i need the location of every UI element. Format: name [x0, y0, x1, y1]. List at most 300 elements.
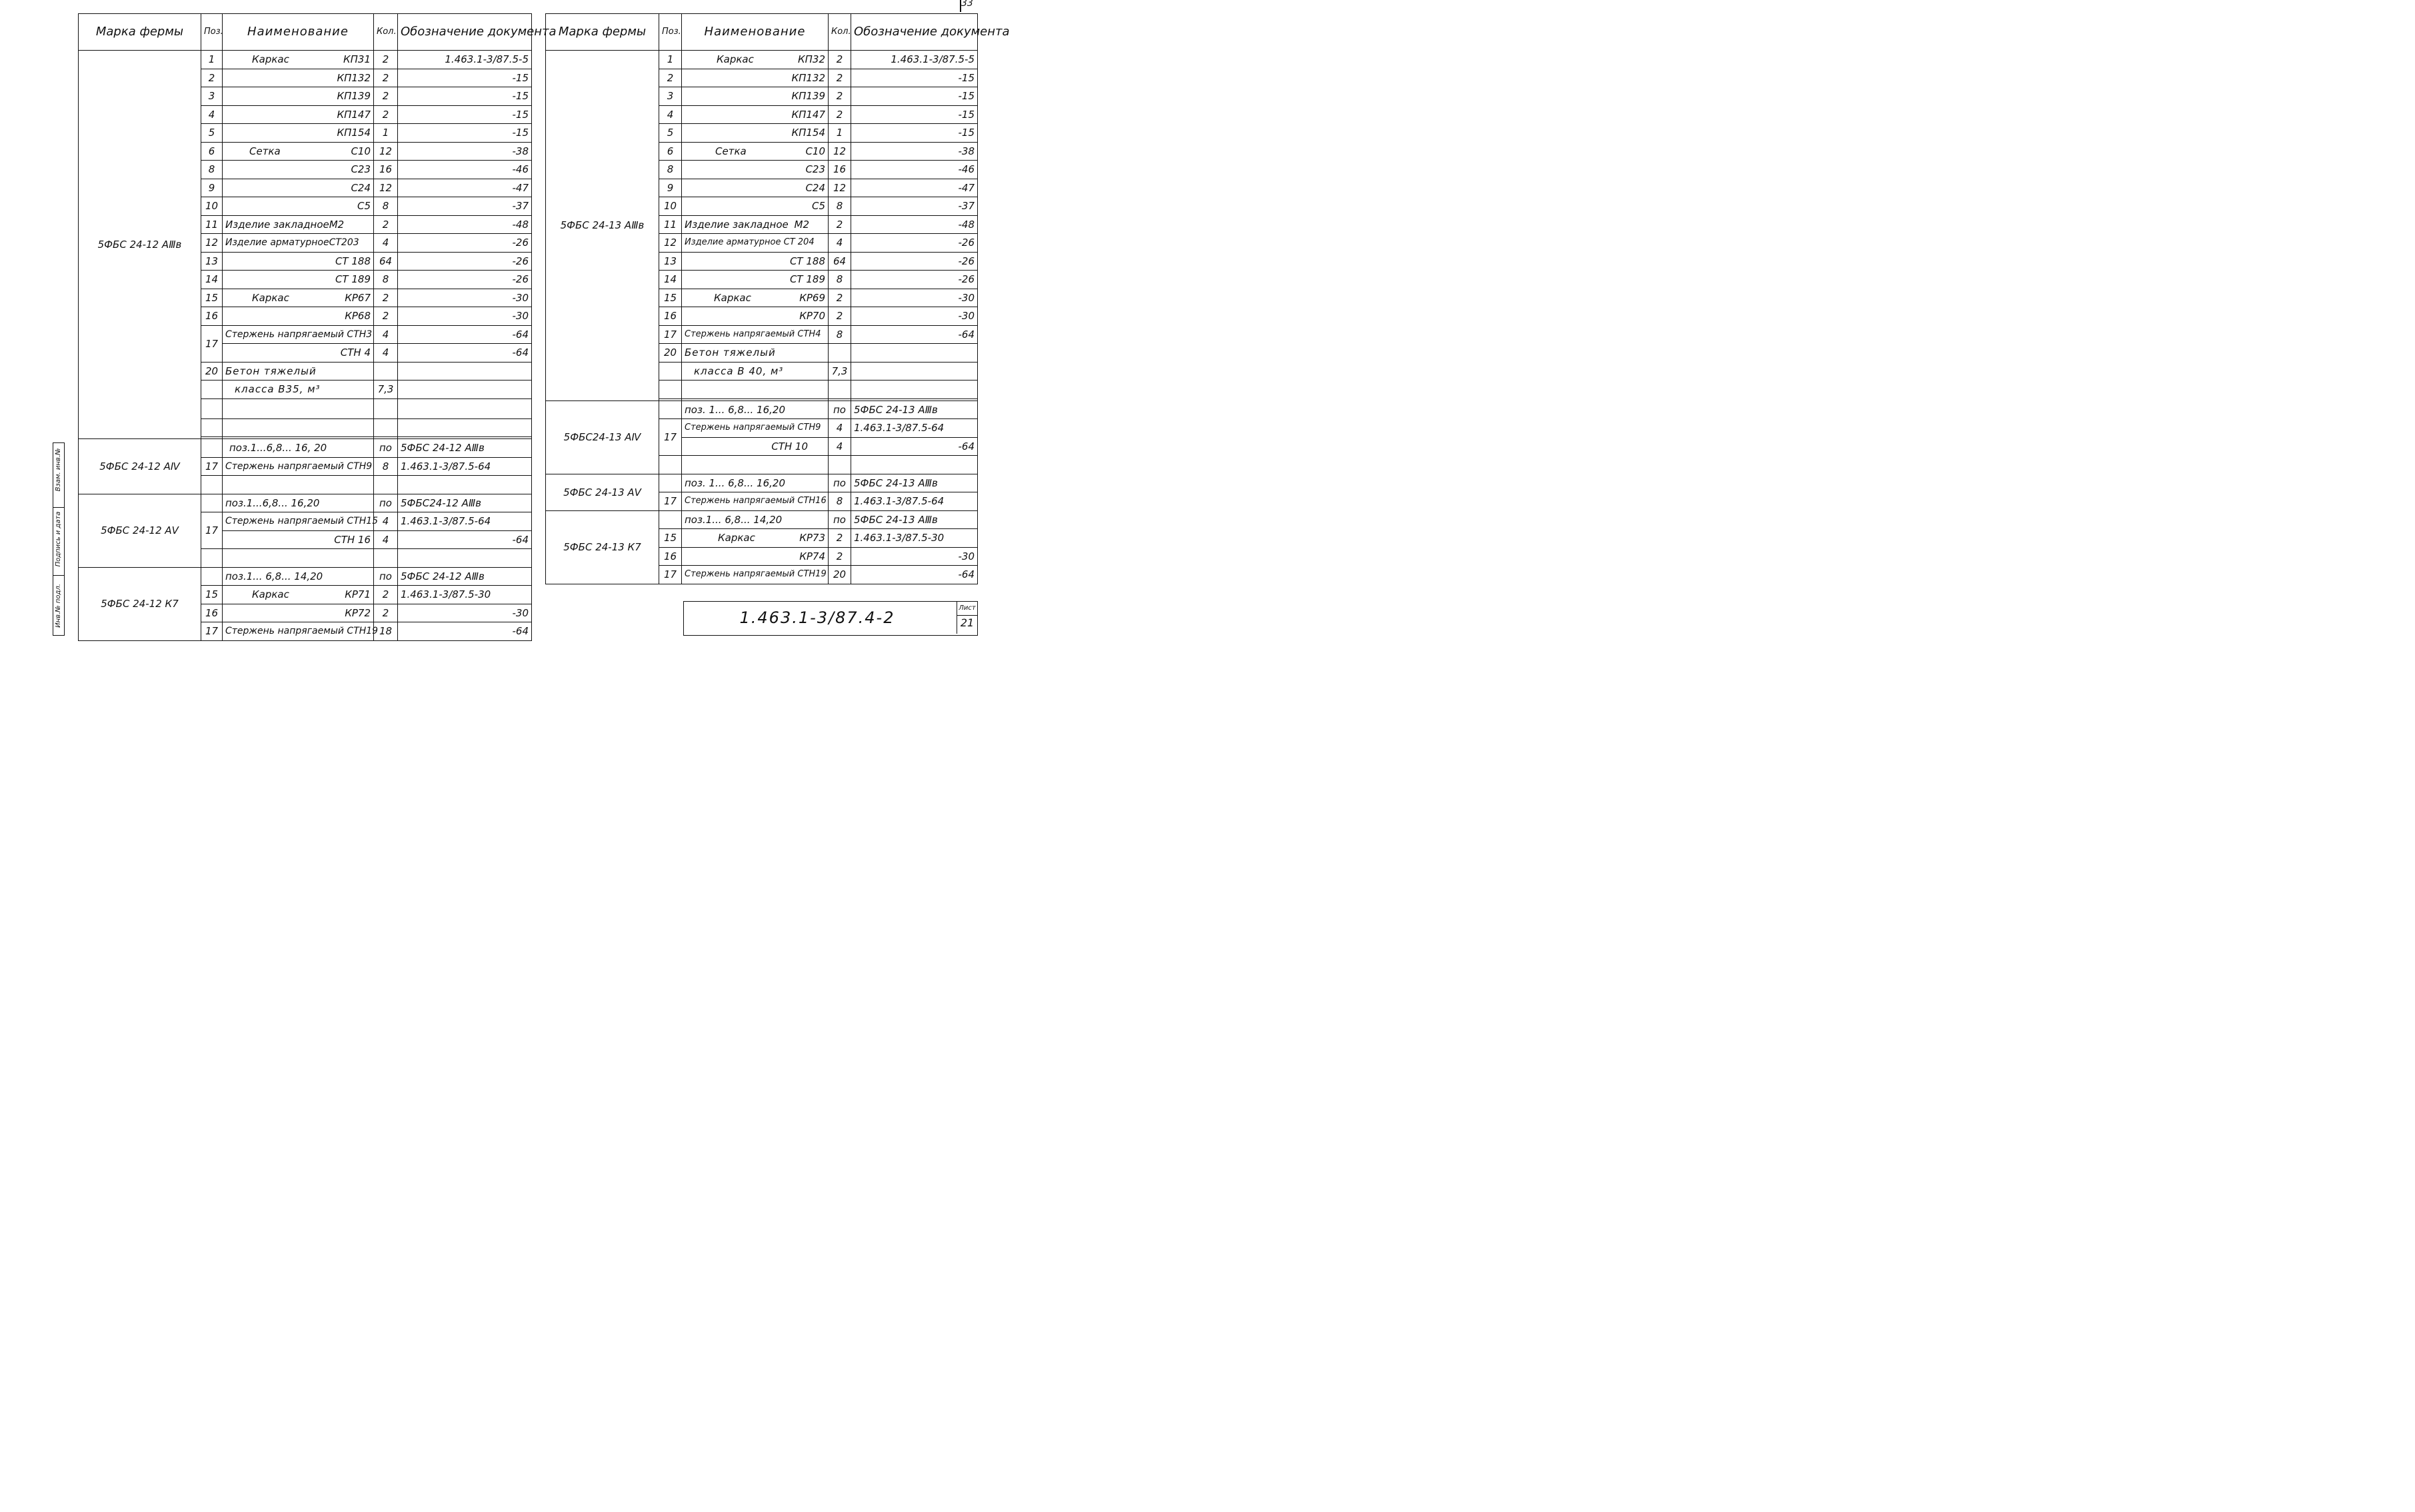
approval-stamp-column [53, 442, 65, 636]
doc-cell: -37 [398, 197, 532, 216]
item-name: Каркас [714, 291, 751, 304]
name-cell: Стержень напрягаемый СТН15 [223, 512, 374, 531]
doc-cell: 5ФБС 24-13 АⅢв [851, 400, 978, 419]
header-name: Наименование [223, 14, 374, 51]
qty-cell: 16 [829, 161, 851, 179]
item-code: М2 [329, 218, 345, 231]
qty-cell: 2 [374, 289, 398, 307]
qty-cell: 2 [374, 215, 398, 234]
doc-cell: 5ФБС 24-12 АⅢв [398, 439, 532, 458]
name-cell: поз. 1... 6,8... 16,20 [682, 474, 829, 492]
item-name: Бетон тяжелый [682, 344, 829, 363]
header-mark: Марка фермы [546, 14, 659, 51]
pos-cell: 17 [659, 325, 682, 344]
doc-cell: -64 [398, 530, 532, 549]
qty-cell: 8 [374, 457, 398, 476]
doc-cell: -26 [851, 271, 978, 289]
header-pos: Поз. [659, 14, 682, 51]
qty-cell: 2 [829, 289, 851, 307]
doc-cell: -15 [398, 105, 532, 124]
doc-cell: -48 [398, 215, 532, 234]
qty-cell: 8 [829, 271, 851, 289]
item-name: класса В 40, м³ [682, 362, 829, 380]
qty-cell: 2 [374, 87, 398, 106]
doc-cell: 1.463.1-3/87.5-64 [851, 492, 978, 511]
pos-cell [201, 476, 223, 494]
doc-cell: -26 [851, 252, 978, 271]
truss-mark: 5ФБС 24-12 АⅤ [79, 494, 201, 567]
item-code: КП154 [223, 124, 374, 143]
doc-cell: -47 [851, 179, 978, 197]
qty-cell: по [374, 439, 398, 458]
sheet-number: 21 [960, 616, 975, 629]
qty-cell: 2 [829, 69, 851, 87]
table-row [79, 494, 532, 512]
doc-cell [398, 476, 532, 494]
item-code: КР71 [345, 588, 371, 601]
doc-cell: -30 [398, 307, 532, 326]
qty-cell: 2 [829, 87, 851, 106]
qty-cell: 2 [829, 51, 851, 69]
qty-cell: 2 [374, 307, 398, 326]
pos-cell: 14 [659, 271, 682, 289]
header-qty: Кол. [829, 14, 851, 51]
pos-cell: 15 [201, 586, 223, 604]
pos-cell [201, 494, 223, 512]
name-cell [223, 51, 374, 69]
name-cell [682, 234, 829, 253]
doc-cell: -64 [851, 325, 978, 344]
qty-cell [374, 398, 398, 418]
qty-cell [374, 418, 398, 437]
item-code: СТН4 [797, 329, 821, 339]
item-name: класса В35, м³ [223, 380, 374, 399]
item-code: КР69 [799, 291, 825, 304]
pos-cell: 16 [659, 547, 682, 566]
item-code: С24 [223, 179, 374, 197]
qty-cell: 4 [829, 234, 851, 253]
qty-cell: 4 [374, 234, 398, 253]
item-code: КР73 [799, 532, 825, 544]
qty-cell: 2 [829, 307, 851, 326]
pos-cell: 12 [201, 234, 223, 253]
qty-cell: 8 [374, 197, 398, 216]
pos-cell: 10 [201, 197, 223, 216]
stamp-label-inventory: Инв.№ подл. [55, 584, 62, 628]
doc-cell: -64 [851, 566, 978, 584]
name-cell [682, 51, 829, 69]
pos-cell: 17 [659, 566, 682, 584]
qty-cell: 8 [829, 197, 851, 216]
pos-cell [201, 398, 223, 418]
name-cell [682, 215, 829, 234]
stamp-label-signature: Подпись и дата [55, 511, 62, 567]
doc-cell: -64 [398, 325, 532, 344]
pos-cell [201, 439, 223, 458]
pos-cell [659, 362, 682, 380]
pos-cell: 3 [659, 87, 682, 106]
pos-cell [201, 567, 223, 586]
item-code: СТ 188 [682, 252, 829, 271]
qty-cell: 2 [374, 69, 398, 87]
name-cell: Стержень напрягаемый СТН9 [223, 457, 374, 476]
pos-cell: 20 [659, 344, 682, 363]
doc-cell: -30 [851, 307, 978, 326]
doc-cell: -48 [851, 215, 978, 234]
qty-cell: 7,3 [374, 380, 398, 399]
item-code: СТ 189 [682, 271, 829, 289]
doc-cell: 1.463.1-3/87.5-5 [851, 51, 978, 69]
doc-cell: -26 [398, 271, 532, 289]
pos-cell: 3 [201, 87, 223, 106]
item-code: М2 [794, 218, 809, 231]
item-code: СТН 4 [223, 344, 374, 363]
pos-cell: 16 [201, 604, 223, 622]
qty-cell: 16 [374, 161, 398, 179]
qty-cell: 2 [374, 586, 398, 604]
pos-cell: 17 [201, 622, 223, 641]
qty-cell: 4 [374, 325, 398, 344]
qty-cell: 12 [829, 179, 851, 197]
qty-cell: 8 [829, 325, 851, 344]
pos-cell: 17 [201, 512, 223, 549]
item-code: КП132 [223, 69, 374, 87]
doc-cell: -15 [851, 69, 978, 87]
pos-cell: 9 [201, 179, 223, 197]
pos-cell: 8 [201, 161, 223, 179]
doc-cell: -64 [851, 437, 978, 456]
doc-cell: -15 [851, 87, 978, 106]
pos-cell [659, 474, 682, 492]
truss-mark: 5ФБС 24-13 АⅤ [546, 474, 659, 510]
pos-cell: 13 [201, 252, 223, 271]
pos-cell: 9 [659, 179, 682, 197]
qty-cell: 12 [829, 142, 851, 161]
item-code: С10 [805, 145, 825, 157]
doc-cell: 5ФБС 24-12 АⅢв [398, 567, 532, 586]
qty-cell [829, 456, 851, 474]
item-code: КП31 [343, 53, 371, 66]
item-name: Изделие арматурное [225, 237, 329, 249]
doc-cell: -64 [398, 344, 532, 363]
header-doc: Обозначение документа [851, 14, 978, 51]
pos-cell: 1 [201, 51, 223, 69]
name-cell: Стержень напрягаемый СТН19 [682, 566, 829, 584]
item-name: Стержень напрягаемый [685, 329, 795, 339]
qty-cell: 64 [829, 252, 851, 271]
truss-mark: 5ФБС 24-13 К7 [546, 510, 659, 584]
qty-cell: 18 [374, 622, 398, 641]
item-code: КП139 [682, 87, 829, 106]
item-code: КР70 [682, 307, 829, 326]
doc-cell: -47 [398, 179, 532, 197]
truss-mark: 5ФБС24-13 АⅣ [546, 400, 659, 474]
name-cell [223, 234, 374, 253]
qty-cell: 2 [829, 547, 851, 566]
doc-cell [851, 344, 978, 363]
doc-cell [851, 456, 978, 474]
pos-cell [201, 418, 223, 437]
pos-cell: 10 [659, 197, 682, 216]
table-row [79, 51, 532, 69]
item-name: Изделие закладное [685, 218, 789, 231]
item-code: КП139 [223, 87, 374, 106]
qty-cell: по [374, 567, 398, 586]
qty-cell: 2 [374, 604, 398, 622]
item-code: СТ 204 [783, 237, 815, 248]
name-cell: Стержень напрягаемый СТН19 [223, 622, 374, 641]
name-cell: СТН 10 [682, 437, 829, 456]
header-row [79, 14, 532, 51]
table-row [79, 439, 532, 458]
qty-cell [829, 344, 851, 363]
pos-cell: 15 [659, 289, 682, 307]
truss-mark: 5ФБС 24-13 АⅢв [546, 51, 659, 401]
page-number: 33 [961, 0, 973, 9]
item-name: Стержень напрягаемый [225, 329, 344, 340]
pos-cell: 5 [659, 124, 682, 143]
qty-cell: по [829, 474, 851, 492]
pos-cell [659, 380, 682, 399]
qty-cell: 20 [829, 566, 851, 584]
item-name: Каркас [252, 588, 289, 601]
header-row [546, 14, 978, 51]
name-cell: поз.1...6,8... 16, 20 [223, 439, 374, 458]
doc-cell: 1.463.1-3/87.5-64 [398, 457, 532, 476]
item-code: С5 [682, 197, 829, 216]
pos-cell [659, 456, 682, 474]
doc-cell: 1.463.1-3/87.5-30 [398, 586, 532, 604]
pos-cell: 14 [201, 271, 223, 289]
name-cell: поз.1... 6,8... 14,20 [223, 567, 374, 586]
pos-cell [659, 510, 682, 529]
table-row [546, 474, 978, 492]
item-code: КП132 [682, 69, 829, 87]
doc-cell: -46 [398, 161, 532, 179]
name-cell [682, 142, 829, 161]
doc-cell: 1.463.1-3/87.5-5 [398, 51, 532, 69]
pos-cell: 5 [201, 124, 223, 143]
qty-cell: 12 [374, 142, 398, 161]
pos-cell: 16 [201, 307, 223, 326]
pos-cell: 11 [659, 215, 682, 234]
doc-cell: -30 [398, 289, 532, 307]
doc-cell: 1.463.1-3/87.5-64 [398, 512, 532, 531]
doc-cell: 1.463.1-3/87.5-64 [851, 419, 978, 438]
spec-table-left [78, 13, 557, 641]
table-row [546, 51, 978, 69]
doc-cell [851, 362, 978, 380]
pos-cell: 6 [659, 142, 682, 161]
pos-cell: 12 [659, 234, 682, 253]
doc-cell: 5ФБС 24-13 АⅢв [851, 474, 978, 492]
table-row [546, 510, 978, 529]
pos-cell: 11 [201, 215, 223, 234]
name-cell [682, 325, 829, 344]
item-code: КП147 [682, 105, 829, 124]
doc-cell: -38 [398, 142, 532, 161]
name-cell [682, 529, 829, 548]
table-row [79, 567, 532, 586]
item-code: СТ203 [329, 237, 359, 249]
qty-cell: 2 [374, 51, 398, 69]
doc-cell: 1.463.1-3/87.5-30 [851, 529, 978, 548]
doc-cell: -38 [851, 142, 978, 161]
qty-cell: 4 [374, 512, 398, 531]
pos-cell: 20 [201, 362, 223, 380]
qty-cell [374, 549, 398, 568]
item-code: СТ 189 [223, 271, 374, 289]
qty-cell: 4 [829, 437, 851, 456]
pos-cell: 4 [659, 105, 682, 124]
name-cell: поз. 1... 6,8... 16,20 [682, 400, 829, 419]
qty-cell: 7,3 [829, 362, 851, 380]
doc-cell: -26 [398, 252, 532, 271]
item-name: Изделие закладное [225, 218, 329, 231]
item-code: КП154 [682, 124, 829, 143]
pos-cell: 6 [201, 142, 223, 161]
name-cell [682, 456, 829, 474]
doc-cell: -30 [851, 289, 978, 307]
item-code: С23 [223, 161, 374, 179]
name-cell [223, 325, 374, 344]
doc-cell: -15 [398, 87, 532, 106]
doc-cell [398, 398, 532, 418]
document-code: 1.463.1-3/87.4-2 [739, 608, 895, 627]
pos-cell: 15 [659, 529, 682, 548]
pos-cell: 2 [201, 69, 223, 87]
truss-mark: 5ФБС 24-12 АⅢв [79, 51, 201, 439]
truss-mark: 5ФБС 24-12 АⅣ [79, 439, 201, 494]
qty-cell: 12 [374, 179, 398, 197]
sheet-label: Лист [957, 602, 977, 616]
doc-cell [398, 362, 532, 380]
name-cell [223, 289, 374, 307]
name-cell [223, 398, 374, 418]
item-code: С24 [682, 179, 829, 197]
name-cell: СТН 16 [223, 530, 374, 549]
pos-cell [659, 400, 682, 419]
header-mark: Марка фермы [79, 14, 201, 51]
name-cell: Стержень напрягаемый СТН16 [682, 492, 829, 511]
item-code: КР68 [223, 307, 374, 326]
qty-cell: 2 [829, 215, 851, 234]
item-code: КР74 [682, 547, 829, 566]
qty-cell: по [374, 494, 398, 512]
qty-cell: по [829, 510, 851, 529]
item-code: КП32 [797, 53, 825, 66]
sheet-cell [957, 602, 977, 634]
doc-cell [398, 549, 532, 568]
pos-cell: 17 [659, 492, 682, 511]
name-cell [223, 142, 374, 161]
header-name: Наименование [682, 14, 829, 51]
pos-cell: 1 [659, 51, 682, 69]
pos-cell: 13 [659, 252, 682, 271]
qty-cell: 64 [374, 252, 398, 271]
name-cell [682, 380, 829, 399]
pos-cell: 17 [659, 419, 682, 456]
item-name: Бетон тяжелый [223, 362, 374, 380]
item-name: Каркас [718, 532, 755, 544]
item-code: КР67 [345, 291, 371, 304]
qty-cell: 4 [374, 344, 398, 363]
table-row [546, 400, 978, 419]
item-name: Каркас [717, 53, 754, 66]
pos-cell: 4 [201, 105, 223, 124]
item-code: СТ 188 [223, 252, 374, 271]
pos-cell: 16 [659, 307, 682, 326]
doc-cell: -30 [851, 547, 978, 566]
pos-cell [201, 380, 223, 399]
qty-cell [374, 362, 398, 380]
truss-mark: 5ФБС 24-12 К7 [79, 567, 201, 640]
header-pos: Поз. [201, 14, 223, 51]
item-code: КП147 [223, 105, 374, 124]
name-cell: поз.1... 6,8... 14,20 [682, 510, 829, 529]
header-qty: Кол. [374, 14, 398, 51]
name-cell [223, 586, 374, 604]
doc-cell: -15 [851, 124, 978, 143]
doc-cell: -15 [398, 69, 532, 87]
name-cell: Стержень напрягаемый СТН9 [682, 419, 829, 438]
pos-cell: 15 [201, 289, 223, 307]
pos-cell: 17 [201, 457, 223, 476]
item-name: Изделие арматурное [685, 237, 781, 248]
doc-cell: 5ФБС 24-13 АⅢв [851, 510, 978, 529]
name-cell [223, 549, 374, 568]
qty-cell [829, 380, 851, 399]
doc-cell: -30 [398, 604, 532, 622]
pos-cell: 17 [201, 325, 223, 362]
item-code: С10 [351, 145, 371, 157]
doc-cell [398, 418, 532, 437]
doc-cell: -64 [398, 622, 532, 641]
qty-cell [374, 476, 398, 494]
name-cell [223, 418, 374, 437]
qty-cell: 2 [374, 105, 398, 124]
doc-cell: 5ФБС24-12 АⅢв [398, 494, 532, 512]
item-name: Сетка [249, 145, 281, 157]
doc-cell: -26 [851, 234, 978, 253]
pos-cell: 8 [659, 161, 682, 179]
doc-cell: -15 [851, 105, 978, 124]
name-cell [682, 289, 829, 307]
qty-cell: 8 [829, 492, 851, 511]
item-code: С5 [223, 197, 374, 216]
qty-cell: 2 [829, 529, 851, 548]
qty-cell: 4 [374, 530, 398, 549]
qty-cell: 1 [374, 124, 398, 143]
item-name: Каркас [252, 53, 289, 66]
item-code: СТН3 [347, 329, 373, 340]
header-doc: Обозначение документа [398, 14, 532, 51]
item-name: Сетка [715, 145, 747, 157]
item-name: Каркас [252, 291, 289, 304]
qty-cell: 4 [829, 419, 851, 438]
doc-cell [398, 380, 532, 399]
pos-cell: 2 [659, 69, 682, 87]
name-cell: поз.1...6,8... 16,20 [223, 494, 374, 512]
doc-cell: -37 [851, 197, 978, 216]
title-block [683, 601, 978, 636]
item-code: С23 [682, 161, 829, 179]
item-code: КР72 [223, 604, 374, 622]
drawing-sheet [0, 0, 1029, 657]
qty-cell: 1 [829, 124, 851, 143]
spec-table-right [545, 13, 1010, 584]
doc-cell: -15 [398, 124, 532, 143]
